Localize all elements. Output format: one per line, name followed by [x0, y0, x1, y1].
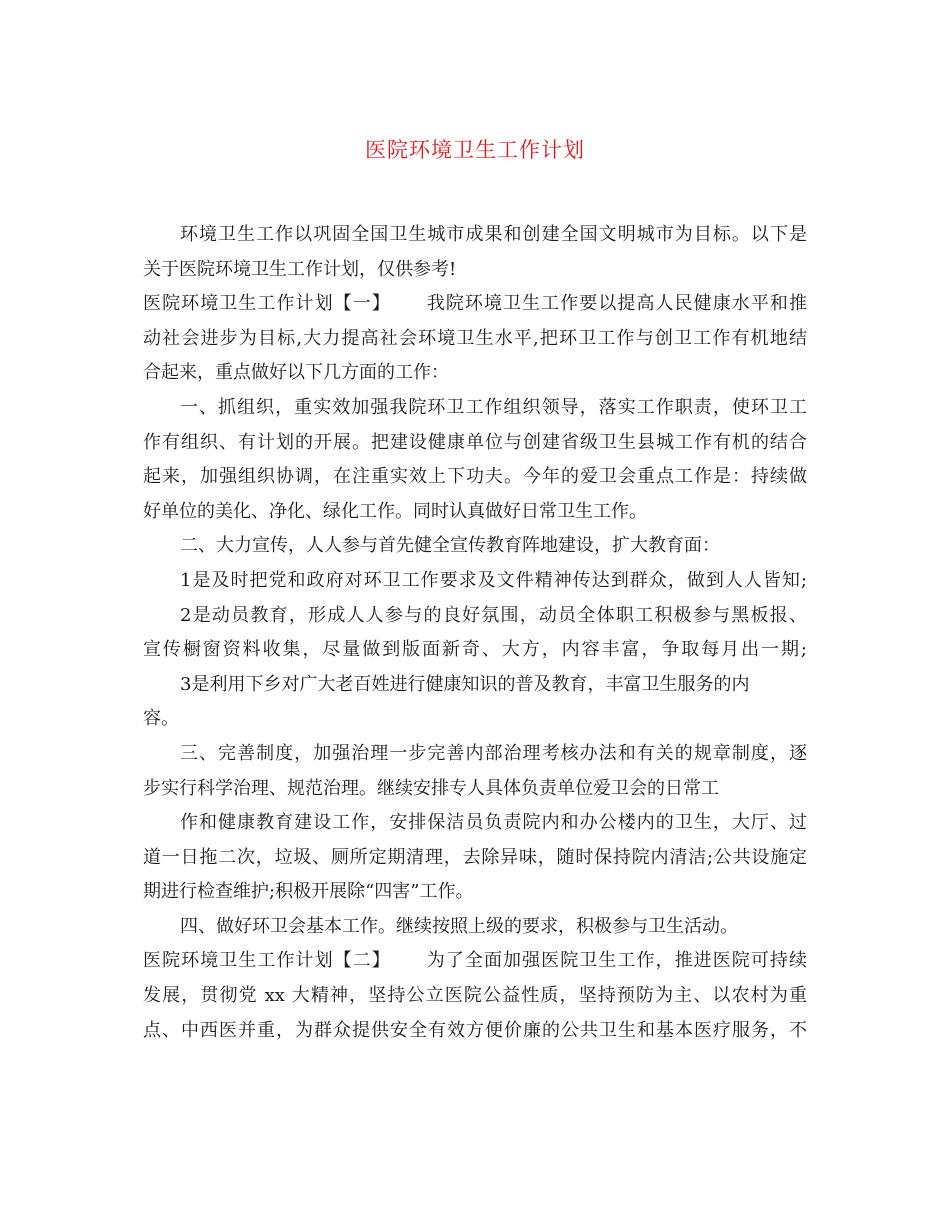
paragraph-line: 三、完善制度，加强治理一步完善内部治理考核办法和有关的规章制度，逐 — [180, 742, 807, 764]
paragraph-line: 道一日拖二次，垃圾、厕所定期清理，去除异味，随时保持院内清洁;公共设施定 — [143, 846, 807, 868]
paragraph-line: 起来，加强组织协调，在注重实效上下功夫。今年的爱卫会重点工作是：持续做 — [143, 466, 807, 488]
document-body — [143, 218, 807, 1048]
paragraph-line: 好单位的美化、净化、绿化工作。同时认真做好日常卫生工作。 — [143, 500, 647, 522]
paragraph-line: 1是及时把党和政府对环卫工作要求及文件精神传达到群众，做到人人皆知; — [180, 569, 807, 591]
paragraph-line: 点、中西医并重，为群众提供安全有效方便价廉的公共卫生和基本医疗服务，不 — [143, 1019, 807, 1041]
paragraph-line: 发展，贯彻党 xx 大精神，坚持公立医院公益性质，坚持预防为主、以农村为重 — [143, 985, 807, 1007]
paragraph-line: 步实行科学治理、规范治理。继续安排专人具体负责单位爱卫会的日常工 — [143, 777, 719, 799]
paragraph-line: 作和健康教育建设工作，安排保洁员负责院内和办公楼内的卫生，大厅、过 — [180, 812, 807, 834]
paragraph-line: 合起来，重点做好以下几方面的工作： — [143, 362, 449, 384]
paragraph-line: 期进行检查维护;积极开展除“四害”工作。 — [143, 881, 474, 903]
paragraph-line: 二、大力宣传，人人参与首先健全宣传教育阵地建设，扩大教育面： — [180, 535, 720, 557]
document-title: 医院环境卫生工作计划 — [365, 138, 585, 162]
paragraph-line: 容。 — [143, 708, 179, 730]
paragraph-line: 医院环境卫生工作计划【二】 为了全面加强医院卫生工作，推进医院可持续 — [143, 950, 807, 972]
paragraph-line: 环境卫生工作以巩固全国卫生城市成果和创建全国文明城市为目标。以下是 — [180, 224, 807, 245]
paragraph-line: 2是动员教育，形成人人参与的良好氛围，动员全体职工积极参与黑板报、 — [180, 604, 807, 626]
paragraph-line: 动社会进步为目标,大力提高社会环境卫生水平,把环卫工作与创卫工作有机地结 — [143, 327, 807, 349]
paragraph-line: 作有组织、有计划的开展。把建设健康单位与创建省级卫生县城工作有机的结合 — [143, 431, 807, 453]
paragraph-line: 四、做好环卫会基本工作。继续按照上级的要求，积极参与卫生活动。 — [180, 915, 738, 937]
paragraph-line: 一、抓组织，重实效加强我院环卫工作组织领导，落实工作职责，使环卫工 — [180, 396, 807, 418]
paragraph-line: 医院环境卫生工作计划【一】 我院环境卫生工作要以提高人民健康水平和推 — [143, 293, 807, 315]
paragraph-line: 关于医院环境卫生工作计划，仅供参考! — [143, 258, 457, 280]
paragraph-line: 3是利用下乡对广大老百姓进行健康知识的普及教育，丰富卫生服务的内 — [180, 673, 750, 695]
paragraph-line: 宣传橱窗资料收集，尽量做到版面新奇、大方，内容丰富，争取每月出一期; — [143, 639, 807, 661]
